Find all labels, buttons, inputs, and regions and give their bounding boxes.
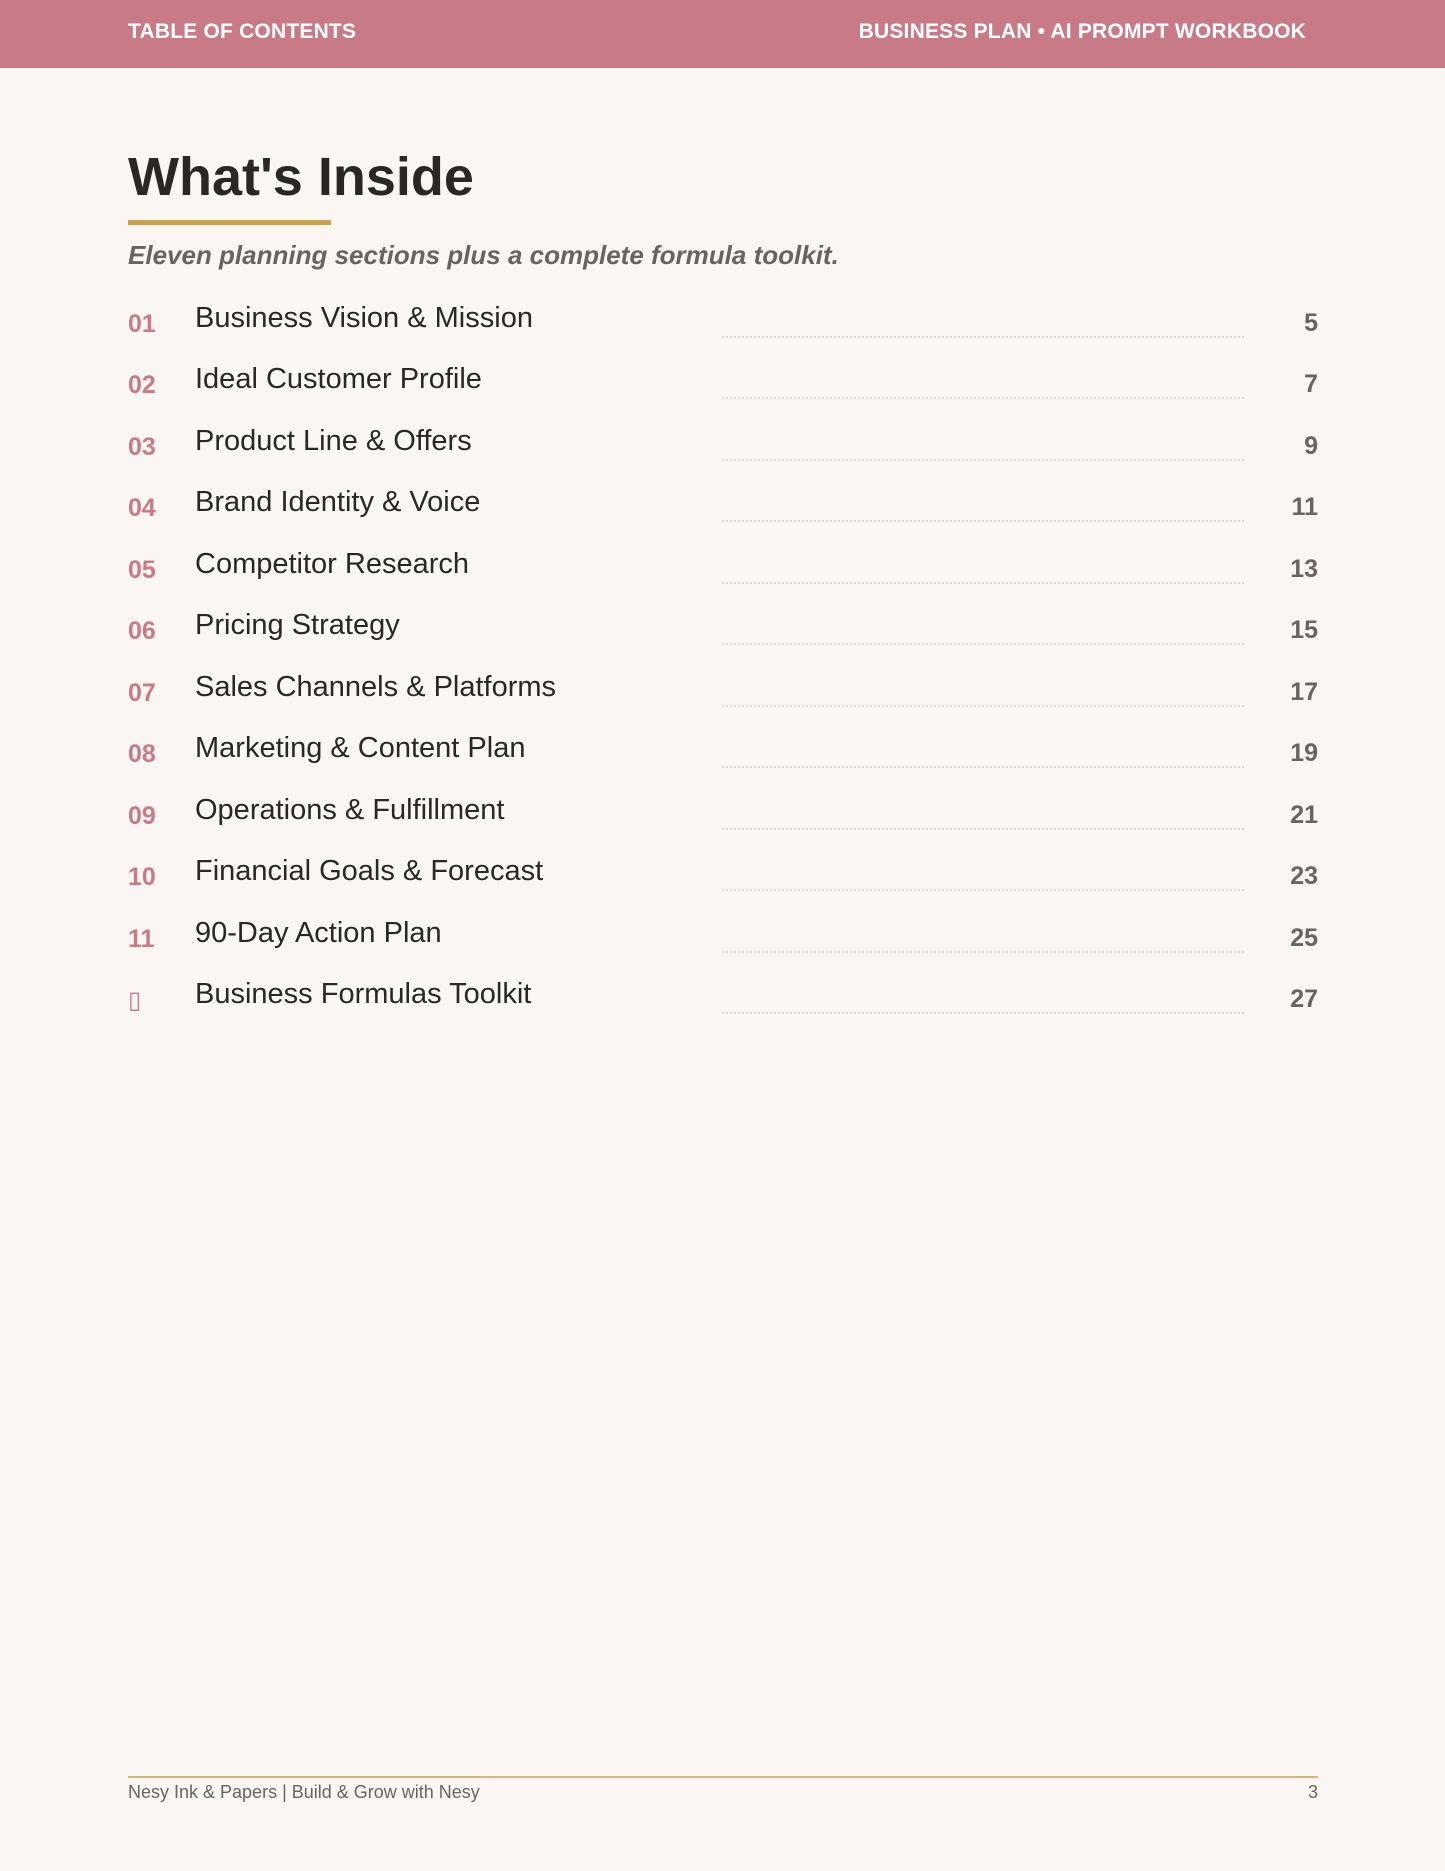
toc-dot-leader	[722, 459, 1244, 461]
toc-section-number: 08	[128, 740, 156, 768]
page-subtitle: Eleven planning sections plus a complete formula toolkit.	[128, 240, 839, 270]
footer-divider	[128, 1776, 1318, 1778]
toc-row[interactable]	[0, 548, 1445, 598]
toc-section-title: Ideal Customer Profile	[195, 363, 482, 395]
toc-row[interactable]	[0, 425, 1445, 475]
toc-section-number: 07	[128, 679, 156, 707]
toc-row[interactable]	[0, 794, 1445, 844]
toc-section-title: Marketing & Content Plan	[195, 732, 526, 764]
toc-page-number: 11	[1291, 493, 1318, 521]
toc-section-number: 03	[128, 433, 156, 461]
toc-dot-leader	[722, 397, 1244, 399]
toc-row[interactable]	[0, 363, 1445, 413]
header-bar	[0, 0, 1445, 68]
toc-dot-leader	[722, 336, 1244, 338]
toc-section-number: 11	[128, 925, 155, 953]
toc-section-number: 01	[128, 310, 156, 338]
toc-dot-leader	[722, 828, 1244, 830]
toc-page-number: 15	[1290, 616, 1318, 644]
toc-dot-leader	[722, 889, 1244, 891]
toc-section-number: 10	[128, 863, 156, 891]
toc-page-number: 9	[1304, 432, 1318, 460]
toc-section-number: 04	[128, 494, 156, 522]
toc-section-title: Business Formulas Toolkit	[195, 978, 532, 1010]
toc-row[interactable]	[0, 978, 1445, 1028]
toc-section-title: Sales Channels & Platforms	[195, 671, 557, 703]
toc-page-number: 13	[1290, 555, 1318, 583]
toc-row[interactable]	[0, 917, 1445, 967]
toc-page-number: 19	[1290, 739, 1318, 767]
header-book-title: BUSINESS PLAN • AI PROMPT WORKBOOK	[858, 20, 1306, 43]
toc-section-number: 02	[128, 371, 156, 399]
toc-dot-leader	[722, 1012, 1244, 1014]
toc-section-title: Operations & Fulfillment	[195, 794, 505, 826]
toc-section-title: Product Line & Offers	[195, 425, 472, 457]
toc-section-title: Financial Goals & Forecast	[195, 855, 544, 887]
toc-row[interactable]	[0, 855, 1445, 905]
toc-dot-leader	[722, 705, 1244, 707]
toc-row[interactable]	[0, 671, 1445, 721]
toc-section-number: 09	[128, 802, 156, 830]
toc-section-title: 90-Day Action Plan	[195, 917, 442, 949]
footer-page-number: 3	[1307, 1782, 1318, 1802]
footer-brand: Nesy Ink & Papers | Build & Grow with Nesy	[128, 1782, 480, 1802]
missing-glyph-box-icon: ▯	[128, 987, 142, 1014]
toc-section-title: Business Vision & Mission	[195, 302, 533, 334]
toc-dot-leader	[722, 582, 1244, 584]
toc-page-number: 17	[1290, 678, 1318, 706]
toc-page-number: 7	[1304, 370, 1318, 398]
toc-row[interactable]	[0, 486, 1445, 536]
toc-row[interactable]	[0, 609, 1445, 659]
toc-page-number: 21	[1290, 801, 1318, 829]
toc-section-title: Brand Identity & Voice	[195, 486, 481, 518]
toc-dot-leader	[722, 951, 1244, 953]
toc-row[interactable]	[0, 732, 1445, 782]
toc-section-title: Competitor Research	[195, 548, 469, 580]
toc-page-number: 5	[1304, 309, 1318, 337]
toc-dot-leader	[722, 766, 1244, 768]
toc-dot-leader	[722, 643, 1244, 645]
toc-page-number: 23	[1290, 862, 1318, 890]
toc-page-number: 27	[1290, 985, 1318, 1013]
toc-row[interactable]	[0, 302, 1445, 352]
toc-page-number: 25	[1290, 924, 1318, 952]
header-section-label: TABLE OF CONTENTS	[128, 20, 357, 43]
toc-section-number: 06	[128, 617, 156, 645]
toc-section-number: 05	[128, 556, 156, 584]
toc-dot-leader	[722, 520, 1244, 522]
title-underline	[128, 220, 331, 225]
toc-section-title: Pricing Strategy	[195, 609, 400, 641]
page-title: What's Inside	[128, 147, 474, 207]
